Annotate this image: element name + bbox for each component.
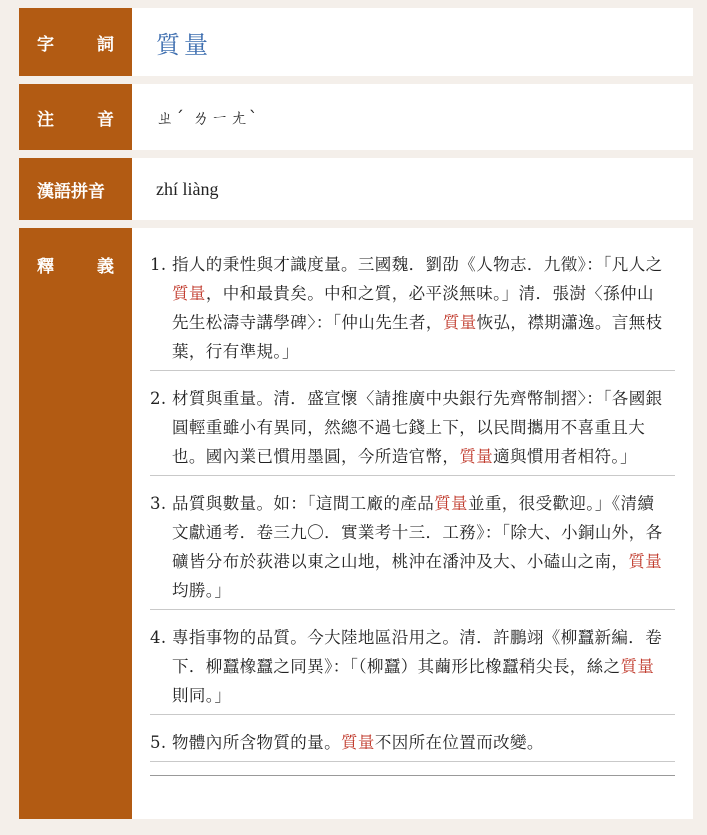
- highlighted-headword: 質量: [459, 447, 494, 466]
- highlighted-headword: 質量: [628, 552, 663, 571]
- definition-list: [150, 250, 675, 762]
- definition-number: 1.: [150, 255, 167, 274]
- definition-text: 指人的秉性與才識度量。三國魏．劉劭《人物志．九徵》：「凡人之: [172, 255, 663, 274]
- definition-number: 2.: [150, 389, 167, 408]
- definition-text: 專指事物的品質。今大陸地區沿用之。清．許鵬翊《柳蠶新編．卷下．柳蠶橡蠶之同異》：「（柳蠶）其繭形比橡蠶稍尖長，絲之: [172, 628, 663, 676]
- definition-text: 均勝。」: [172, 581, 232, 600]
- definition-text: 物體內所含物質的量。: [172, 733, 341, 752]
- definition-text: 則同。」: [172, 686, 232, 705]
- definition-text: 適與慣用者相符。」: [493, 447, 637, 466]
- highlighted-headword: 質量: [620, 657, 655, 676]
- definition-item: [150, 384, 675, 476]
- pinyin-cell: [132, 158, 693, 220]
- definition-label: 釋 義: [19, 228, 132, 819]
- definition-item: [150, 623, 675, 715]
- word-cell: [132, 8, 693, 76]
- definition-number: 3.: [150, 494, 167, 513]
- zhuyin-label: 注 音: [19, 84, 132, 150]
- definition-cell: [132, 228, 693, 819]
- highlighted-headword: 質量: [442, 313, 477, 332]
- word-row: [19, 8, 693, 76]
- word-label: 字 詞: [19, 8, 132, 76]
- definition-text: ，中和最貴矣。中和之質，必平淡無味。」清．張澍〈孫仲山先生松濤寺講學碑〉：「仲山先生者，: [172, 284, 654, 332]
- definition-number: 4.: [150, 628, 167, 647]
- definition-text: 恢弘，襟期瀟逸。言無枝葉，行有準規。」: [172, 313, 663, 361]
- definition-item: [150, 489, 675, 610]
- dictionary-entry: [19, 8, 693, 819]
- definition-item: [150, 728, 675, 762]
- definition-text: 材質與重量。清．盛宣懷〈請推廣中央銀行先齊幣制摺〉：「各國銀圓輕重雖小有異同，然總不過七錢上下，以民間攜用不喜重且大也。國內業已慣用墨圓，今所造官幣，: [172, 389, 663, 466]
- pinyin-text: zhí liàng: [156, 178, 219, 199]
- definition-end-divider: [150, 775, 675, 776]
- zhuyin-row: [19, 84, 693, 150]
- headword: 質量: [156, 30, 212, 59]
- highlighted-headword: 質量: [172, 284, 206, 303]
- pinyin-row: [19, 158, 693, 220]
- definition-text: 品質與數量。如：「這間工廠的產品: [172, 494, 435, 513]
- zhuyin-text: ㄓˊ ㄌㄧㄤˋ: [156, 108, 259, 129]
- definition-text: 並重，很受歡迎。」《清續文獻通考．卷三九〇．實業考十三．工務》：「除大、小銅山外，各礦皆分布於荻港以東之山地，桃沖在潘沖及大、小磕山之南，: [172, 494, 663, 571]
- highlighted-headword: 質量: [434, 494, 468, 513]
- definition-row: [19, 228, 693, 819]
- definition-number: 5.: [150, 733, 167, 752]
- highlighted-headword: 質量: [341, 733, 375, 752]
- definition-item: [150, 250, 675, 371]
- pinyin-label: 漢語拼音: [19, 158, 132, 220]
- definition-text: 不因所在位置而改變。: [374, 733, 544, 752]
- zhuyin-cell: [132, 84, 693, 150]
